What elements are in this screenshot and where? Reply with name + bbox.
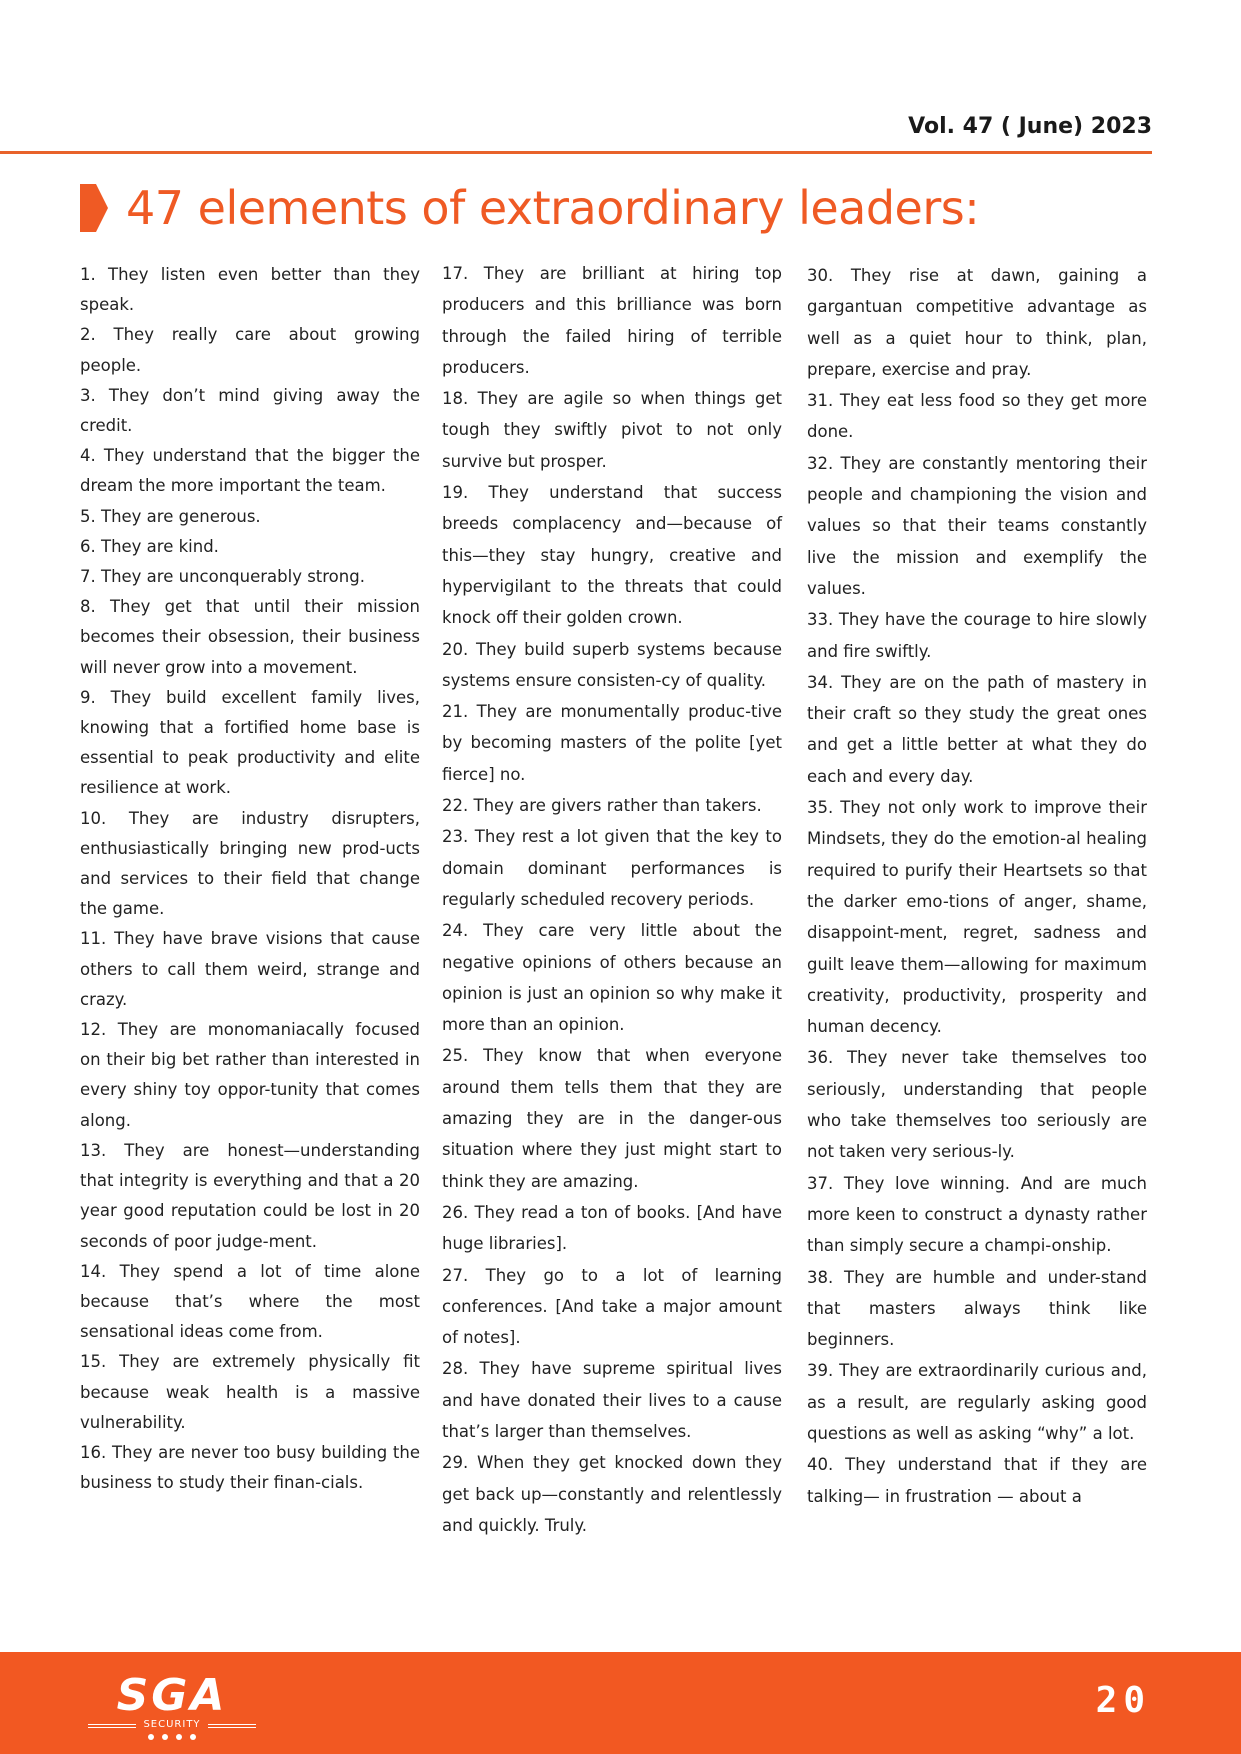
list-item: 18. They are agile so when things get tough they swiftly pivot to not only survive but prosper. <box>442 389 782 471</box>
logo-wordmark: SGA <box>116 1670 228 1721</box>
header-divider <box>0 151 1152 154</box>
list-item: 30. They rise at dawn, gaining a gargantuan competitive advantage as well as a quiet hour to think, plan, prepare, exercise and pray. <box>807 266 1147 379</box>
title-text: 47 elements of extraordinary leaders: <box>126 181 980 235</box>
list-item: 28. They have supreme spiritual lives and have donated their lives to a cause that’s larger than themselves. <box>442 1359 782 1441</box>
list-item: 5. They are generous. <box>80 506 261 526</box>
list-item: 36. They never take themselves too seriously, understanding that people who take themselves too seriously are not taken very serious-ly. <box>807 1048 1147 1162</box>
list-item: 25. They know that when everyone around them tells them that they are amazing they are in the danger-ous situation where they just might start to think they are amazing. <box>442 1046 782 1191</box>
list-item: 21. They are monumentally produc-tive by becoming masters of the polite [yet fierce] no. <box>442 702 782 784</box>
list-item: 38. They are humble and under-stand that masters always think like beginners. <box>807 1267 1147 1350</box>
list-item: 34. They are on the path of mastery in their craft so they study the great ones and get a little better at what they do each and every day. <box>807 672 1147 786</box>
list-item: 26. They read a ton of books. [And have huge libraries]. <box>442 1202 782 1254</box>
list-item: 2. They really care about growing people. <box>80 325 420 375</box>
footer-bar <box>0 1652 1241 1754</box>
list-item: 7. They are unconquerably strong. <box>80 567 365 587</box>
list-item: 19. They understand that success breeds complacency and—because of this—they stay hungry, creative and hypervigilant to the threats that could knock off their golden crown. <box>442 483 782 628</box>
list-item: 37. They love winning. And are much more keen to construct a dynasty rather than simply secure a champi-onship. <box>807 1173 1147 1256</box>
list-item: 3. They don’t mind giving away the credit. <box>80 385 420 436</box>
list-item: 22. They are givers rather than takers. <box>442 796 762 816</box>
list-item: 9. They build excellent family lives, knowing that a fortified home base is essential to peak productivity and elite resilience at work. <box>80 687 420 798</box>
logo-subtext: SECURITY <box>143 1719 201 1730</box>
column-2 <box>442 258 782 1541</box>
column-1 <box>80 260 420 1498</box>
sga-security-logo <box>86 1670 258 1740</box>
column-3 <box>807 260 1147 1630</box>
page-number: 20 <box>1095 1680 1151 1721</box>
list-item: 24. They care very little about the negative opinions of others because an opinion is just an opinion so why make it more than an opinion. <box>442 921 782 1035</box>
list-item: 40. They understand that if they are talking— in frustration — about a <box>807 1455 1147 1506</box>
list-item: 27. They go to a lot of learning conferences. [And take a major amount of notes]. <box>442 1265 782 1348</box>
list-item: 6. They are kind. <box>80 536 219 556</box>
list-item: 23. They rest a lot given that the key to domain dominant performances is regularly scheduled recovery periods. <box>442 827 782 909</box>
list-item: 20. They build superb systems because systems ensure consisten-cy of quality. <box>442 639 782 690</box>
list-item: 11. They have brave visions that cause others to call them weird, strange and crazy. <box>80 929 420 1009</box>
list-item: 16. They are never too busy building the business to study their finan-cials. <box>80 1442 420 1493</box>
list-item: 32. They are constantly mentoring their people and championing the vision and values so that their teams constantly live the mission and exemplify the values. <box>807 453 1147 598</box>
list-item: 1. They listen even better than they speak. <box>80 265 420 315</box>
list-item: 8. They get that until their mission becomes their obsession, their business will never grow into a movement. <box>80 597 420 677</box>
list-item: 14. They spend a lot of time alone because that’s where the most sensational ideas come from. <box>80 1261 420 1342</box>
list-item: 13. They are honest—understanding that integrity is everything and that a 20 year good reputation could be lost in 20 seconds of poor judge-ment. <box>80 1140 420 1251</box>
chevron-marker-icon <box>80 184 108 232</box>
list-item: 35. They not only work to improve their Mindsets, they do the emotion-al healing required to purify their Heartsets so that the darker emo-tions of anger, shame, disappoint-ment, regret, sadness and guilt leave them—allowing for maximum creativity, productivity, prosperity and human decency. <box>807 798 1147 1037</box>
list-item: 33. They have the courage to hire slowly and fire swiftly. <box>807 610 1147 661</box>
list-item: 17. They are brilliant at hiring top producers and this brilliance was born through the failed hiring of terrible producers. <box>442 264 782 377</box>
list-item: 29. When they get knocked down they get back up—constantly and relentlessly and quickly. Truly. <box>442 1453 782 1535</box>
logo-dots <box>148 1734 196 1740</box>
list-item: 15. They are extremely physically fit because weak health is a massive vulnerability. <box>80 1352 420 1432</box>
list-item: 12. They are monomaniacally focused on their big bet rather than interested in every shiny toy oppor-tunity that comes along. <box>80 1020 420 1130</box>
page-title <box>80 178 979 238</box>
logo-line-right <box>208 1724 256 1725</box>
list-item: 31. They eat less food so they get more done. <box>807 391 1147 442</box>
list-item: 4. They understand that the bigger the dream the more important the team. <box>80 446 420 496</box>
list-item: 10. They are industry disrupters, enthusiastically bringing new prod-ucts and services to their field that change the game. <box>80 808 420 919</box>
list-item: 39. They are extraordinarily curious and, as a result, are regularly asking good questions as well as asking “why” a lot. <box>807 1361 1147 1443</box>
issue-label: Vol. 47 ( June) 2023 <box>908 114 1152 139</box>
